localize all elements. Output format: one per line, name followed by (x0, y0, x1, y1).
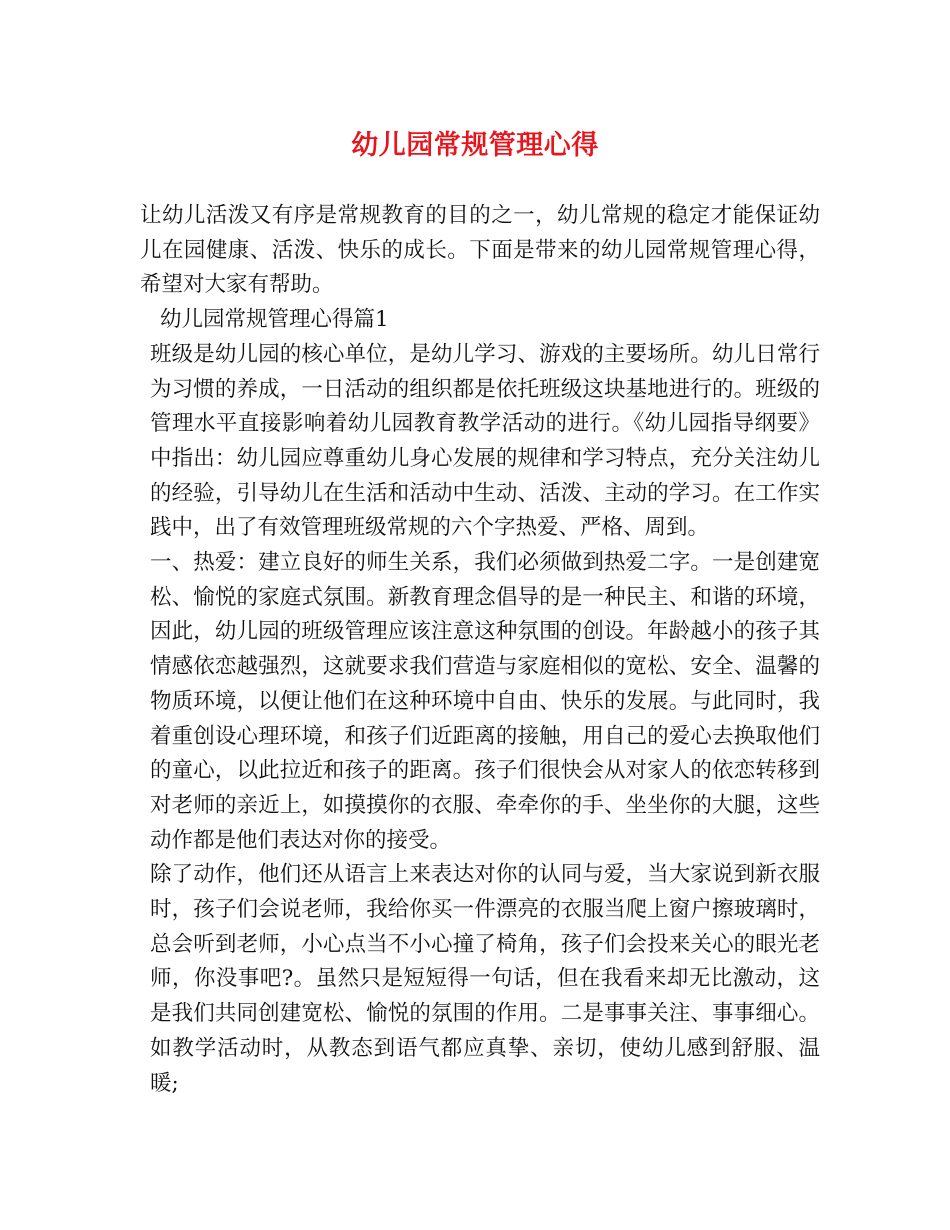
document-title: 幼儿园常规管理心得 (351, 130, 599, 161)
intro-paragraph: 让幼儿活泼又有序是常规教育的目的之一，幼儿常规的稳定才能保证幼儿在园健康、活泼、快乐的成长。下面是带来的幼儿园常规管理心得，希望对大家有帮助。 (140, 203, 820, 298)
body-paragraph: 除了动作，他们还从语言上来表达对你的认同与爱，当大家说到新衣服时，孩子们会说老师，我给你买一件漂亮的衣服当爬上窗户擦玻璃时，总会听到老师，小心点当不小心撞了椅角，孩子们会投来关心的眼光老师，你没事吧?。虽然只是短短得一句话，但在我看来却无比激动，这是我们共同创建宽松、愉悦的氛围的作用。二是事事关注、事事细心。如教学活动时，从教态到语气都应真挚、亲切，使幼儿感到舒服、温暖; (150, 862, 820, 1096)
document-body (140, 199, 820, 1101)
body-paragraph: 一、热爱：建立良好的师生关系，我们必须做到热爱二字。一是创建宽松、愉悦的家庭式氛围。新教育理念倡导的是一种民主、和谐的环境，因此，幼儿园的班级管理应该注意这种氛围的创设。年龄越小的孩子其情感依恋越强烈，这就要求我们营造与家庭相似的宽松、安全、温馨的物质环境，以便让他们在这种环境中自由、快乐的发展。与此同时，我着重创设心理环境，和孩子们近距离的接触，用自己的爱心去换取他们的童心，以此拉近和孩子的距离。孩子们很快会从对家人的依恋转移到对老师的亲近上，如摸摸你的衣服、牵牵你的手、坐坐你的大腿，这些动作都是他们表达对你的接受。 (150, 550, 820, 853)
body-paragraph: 班级是幼儿园的核心单位，是幼儿学习、游戏的主要场所。幼儿日常行为习惯的养成，一日活动的组织都是依托班级这块基地进行的。班级的管理水平直接影响着幼儿园教育教学活动的进行。《幼儿园指导纲要》中指出：幼儿园应尊重幼儿身心发展的规律和学习特点，充分关注幼儿的经验，引导幼儿在生活和活动中生动、活泼、主动的学习。在工作实践中，出了有效管理班级常规的六个字热爱、严格、周到。 (150, 341, 820, 541)
section-heading: 幼儿园常规管理心得篇1 (160, 307, 389, 333)
